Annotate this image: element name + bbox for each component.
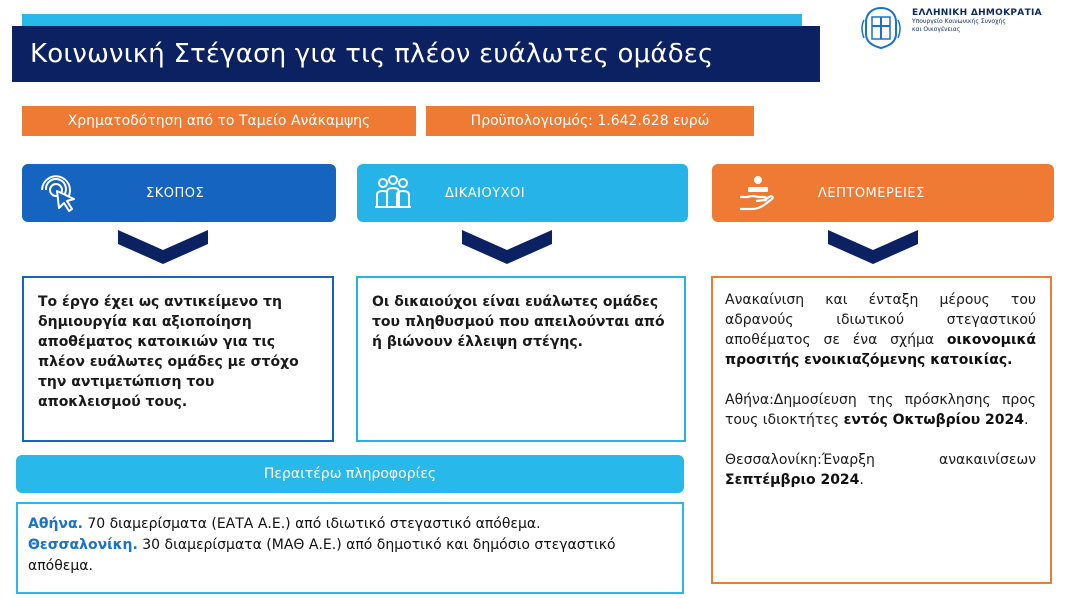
logo-ministry-text: Υπουργείο Κοινωνικής Συνοχής xyxy=(912,18,1006,25)
goal-text: Το έργο έχει ως αντικείμενο τη δημιουργία και αξιοποίηση αποθέματος κατοικιών για τις πλέον ευάλωτες ομάδες με στόχο την αντιμετώπιση του αποκλεισμού τους. xyxy=(38,294,299,410)
chevron-down-icon xyxy=(462,230,552,264)
details-paragraph-athens xyxy=(725,390,1036,430)
details-renovation-text: Ανακαίνιση και ένταξη μέρους του αδρανούς ιδιωτικού στεγαστικού αποθέματος σε ένα σχήμα xyxy=(725,292,1036,348)
beneficiaries-header-card xyxy=(357,164,688,222)
thessaloniki-info-line xyxy=(28,535,672,577)
goal-header-card xyxy=(22,164,336,222)
details-paragraph-thessaloniki xyxy=(725,450,1036,490)
details-description xyxy=(711,276,1052,584)
details-header-card xyxy=(712,164,1054,222)
budget-badge: Προϋπολογισμός: 1.642.628 ευρώ xyxy=(426,106,754,136)
details-paragraph-renovation xyxy=(725,290,1036,370)
more-info-header xyxy=(16,455,684,493)
ministry-logo xyxy=(858,4,1068,54)
logo-country-text: ΕΛΛΗΝΙΚΗ ΔΗΜΟΚΡΑΤΙΑ xyxy=(912,8,1042,18)
thessaloniki-label: Θεσσαλονίκη. xyxy=(28,537,138,553)
page-title: Κοινωνική Στέγαση για τις πλέον ευάλωτες ομάδες xyxy=(30,39,714,69)
details-athens-end: . xyxy=(1024,412,1029,428)
thessaloniki-info-text: 30 διαμερίσματα (ΜΑΘ Α.Ε.) από δημοτικό και δημόσιο στεγαστικό απόθεμα. xyxy=(28,537,616,574)
details-thessaloniki-text: Θεσσαλονίκη:Έναρξη ανακαινίσεων xyxy=(725,452,1036,468)
logo-ministry-text-2: και Οικογένειας xyxy=(912,26,961,33)
details-header-label: ΛΕΠΤΟΜΕΡΕΙΕΣ xyxy=(818,185,925,201)
details-thessaloniki-end: . xyxy=(859,472,864,488)
goal-description xyxy=(22,276,334,442)
hand-giving-icon xyxy=(736,173,776,213)
athens-info-text: 70 διαμερίσματα (ΕΑΤΑ Α.Ε.) από ιδιωτικό στεγαστικό απόθεμα. xyxy=(82,516,541,532)
title-banner xyxy=(12,26,820,82)
athens-label: Αθήνα. xyxy=(28,516,83,532)
chevron-down-icon xyxy=(118,230,208,264)
more-info-title: Περαιτέρω πληροφορίες xyxy=(263,466,437,482)
beneficiaries-description xyxy=(356,276,686,442)
goal-header-label: ΣΚΟΠΟΣ xyxy=(146,185,205,201)
beneficiaries-text: Οι δικαιούχοι είναι ευάλωτες ομάδες του πληθυσμού που απειλούνται από ή βιώνουν έλλειψη στέγης. xyxy=(372,294,665,350)
details-athens-bold: εντός Οκτωβρίου 2024 xyxy=(843,412,1025,428)
coat-of-arms-icon xyxy=(858,4,904,50)
funding-badge: Χρηματοδότηση από το Ταμείο Ανάκαμψης xyxy=(22,106,416,136)
people-group-icon xyxy=(373,173,413,213)
details-thessaloniki-bold: Σεπτέμβριο 2024 xyxy=(725,472,860,488)
details-renovation-bold: οικονομικά προσιτής ενοικιαζόμενης κατοικίας. xyxy=(725,332,1037,368)
beneficiaries-header-label: ΔΙΚΑΙΟΥΧΟΙ xyxy=(445,185,526,201)
chevron-down-icon xyxy=(828,230,918,264)
details-athens-text: Αθήνα:Δημοσίευση της πρόσκλησης προς τους ιδιοκτήτες xyxy=(725,392,1036,428)
click-cursor-icon xyxy=(38,173,82,213)
athens-info-line xyxy=(28,514,672,535)
more-info-body xyxy=(16,502,684,594)
